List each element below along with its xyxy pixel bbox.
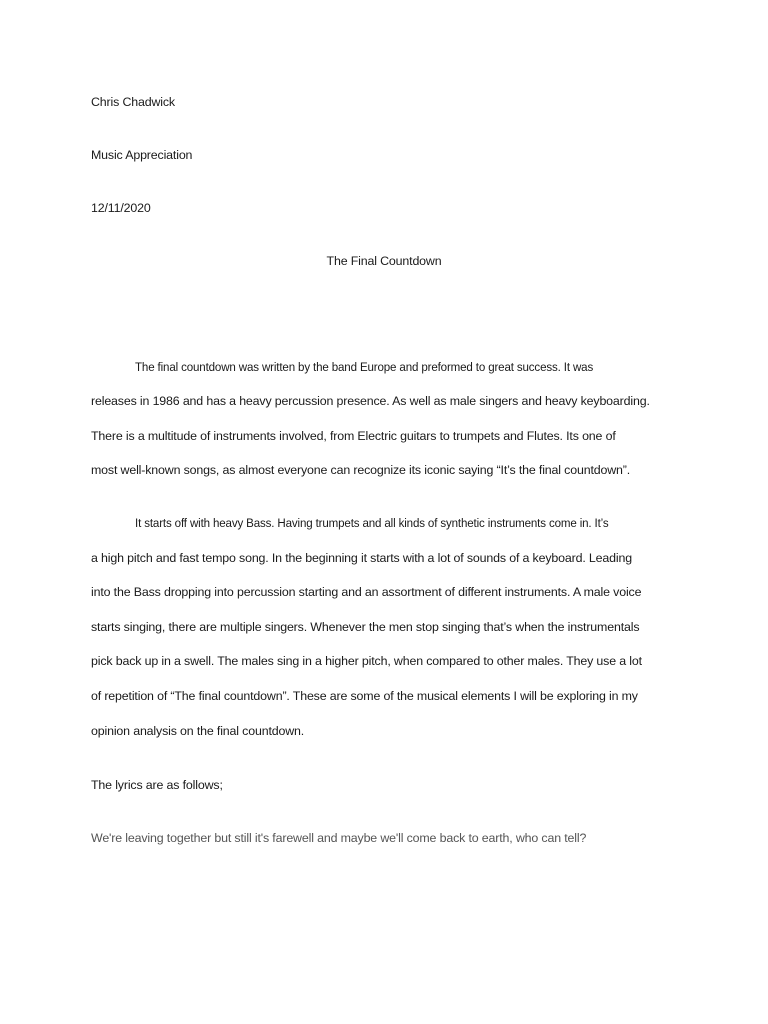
author-name: Chris Chadwick — [91, 95, 175, 109]
paragraph-line: opinion analysis on the final countdown. — [91, 724, 305, 738]
paragraph-line: most well-known songs, as almost everyone can recognize its iconic saying “It’s the final countdown”. — [91, 463, 631, 477]
paragraph-line: a high pitch and fast tempo song. In the beginning it starts with a lot of sounds of a keyboard. Leading — [91, 551, 632, 565]
lyrics-intro: The lyrics are as follows; — [91, 778, 223, 792]
paragraph-line: There is a multitude of instruments involved, from Electric guitars to trumpets and Flutes. Its one of — [91, 429, 616, 443]
paragraph-line: of repetition of “The final countdown”. These are some of the musical elements I will be exploring in my — [91, 689, 638, 703]
course-name: Music Appreciation — [91, 148, 193, 162]
paragraph-line: into the Bass dropping into percussion starting and an assortment of different instruments. A male voice — [91, 585, 642, 599]
lyric-line: We're leaving together but still it's farewell and maybe we'll come back to earth, who can tell? — [91, 831, 587, 845]
page-title: The Final Countdown — [326, 254, 442, 268]
paragraph-line: starts singing, there are multiple singers. Whenever the men stop singing that’s when the instrumentals — [91, 620, 640, 634]
paragraph-line: It starts off with heavy Bass. Having trumpets and all kinds of synthetic instruments come in. It’s — [135, 516, 609, 530]
paragraph-line: releases in 1986 and has a heavy percussion presence. As well as male singers and heavy keyboarding. — [91, 394, 650, 408]
date-line: 12/11/2020 — [91, 201, 151, 215]
paragraph-line: The final countdown was written by the band Europe and preformed to great success. It was — [135, 360, 594, 374]
paragraph-line: pick back up in a swell. The males sing in a higher pitch, when compared to other males. They use a lot — [91, 654, 642, 668]
